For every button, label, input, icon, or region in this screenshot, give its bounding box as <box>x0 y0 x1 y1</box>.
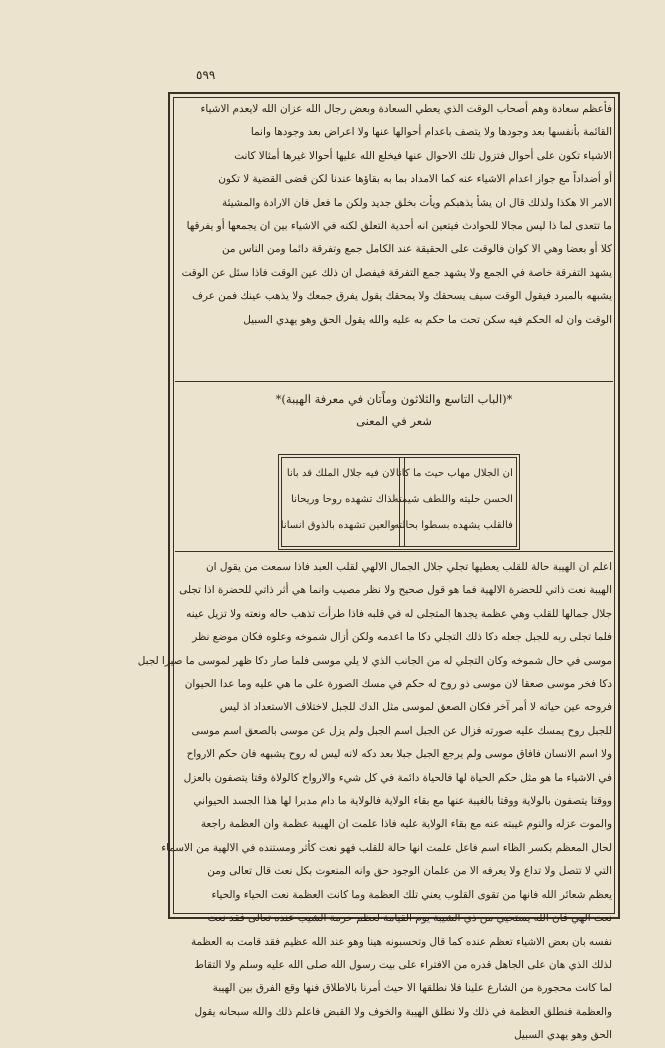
chapter-heading <box>176 388 612 432</box>
section-divider <box>175 551 613 552</box>
text-line: في الاشياء ما هو مثل حكم الحياة لها فالحياة دائمة في كل شيء والارواح كالولاة وقتا يتصفون بالعزل <box>183 771 612 784</box>
poem-left-column <box>280 461 396 539</box>
text-line: لحال المعظم بكسر الظاء اسم فاعل علمت انها حالة للقلب فهو نعت كأثر ومستنده في الالهية من الاسماء <box>161 841 612 854</box>
text-line: فلما تجلى ربه للجبل جعله دكا ذلك التجلي دكا ما اعدمه ولكن أزال شموخه وعلوه فكان موضع نظر <box>192 631 612 644</box>
poem-box <box>278 454 520 550</box>
text-line: الاشياء تكون على أحوال فتزول تلك الاحوال عنها فيخلع الله عليها أحوالا غيرها أمثالا كانت <box>234 149 612 162</box>
text-line: لذلك الذي هان على الجاهل قدره من الافتراء على بيت رسول الله صلى الله عليه وسلم ولا التقاط <box>194 958 612 971</box>
poem-caption: شعر في المعنى <box>356 414 432 428</box>
bottom-text-block <box>137 556 612 1042</box>
text-line: نفسه بان بعض الاشياء تعظم عنده كما قال وتحسبونه هينا وهو عند الله عظيم فقد قامت به العظمة <box>190 935 612 948</box>
text-line: والموت عزله والنوم غيبته عنه مع بقاء الولاية عليه فاذا علمت ان الهيبة عظمة وان العظمة راجعة <box>200 818 612 831</box>
text-line: فالقلب يشهده بسطوا بحالته <box>393 520 513 531</box>
text-line: ما تتعدى لما ذا ليس مجالا للحوادث فيتعين انه أحدية التعلق لكنه في الاشياء بين ان يجمعها أو يفرقها <box>186 220 612 233</box>
text-line: والعظمة فنطلق العظمة في ذلك ولا نطلق الهيبة والخوف ولا القبض فاعلم ذلك والله سبحانه يقول <box>194 1005 612 1018</box>
text-line: دكا فخر موسى صعقا لان موسى ذو روح له حكم في مسك الصورة على ما هي عليه وما عدا الحيوان <box>184 678 612 691</box>
text-line: الحسن حليته واللطف شيمته <box>393 494 513 505</box>
text-line: يعظم شعائر الله فانها من تقوى القلوب يعني تلك العظمة وما كانت العظمة نعت الحياء والحياء <box>211 888 612 901</box>
text-line: أو أضداداً مع جواز اعدام الاشياء عنه كما الامداد بما به بقاؤها عندنا لكن قضى القضية لا تكون <box>218 173 612 186</box>
text-line: لذاك تشهده روحا وريحانا <box>291 494 396 505</box>
text-line: الهيبة نعت ذاتي للحضرة الالهية فما هو قول صحيح ولا نظر مصيب وانما هي أثر ذاتي للحضرة اذا تجلى <box>179 584 612 597</box>
poem-right-column <box>393 461 513 539</box>
text-line: موسى في حال شموخه وكان التجلي له من الجانب الذي لا يلي موسى فلما صار دكا ظهر لموسى ما صيرا لجبل <box>137 654 612 667</box>
text-line: لما كانت محجورة من الشارع علينا فلا نطلقها الا حيث أمرنا بالاطلاق فنها وقع الفرق بين الهيبة <box>212 982 612 995</box>
text-line: الامر الا هكذا ولذلك قال ان يشأ يذهبكم ويأت بخلق جديد ولكن ما فعل فان الارادة والمشيئة <box>222 196 612 209</box>
text-line: اعلم ان الهيبة حالة للقلب يعطيها تجلي جلال الجمال الالهي لقلب العبد فاذا سمعت من يقول ان <box>206 561 612 573</box>
page-number: ٥٩٩ <box>196 68 216 82</box>
text-line: للجبل روح يمسك عليه صورته فزال عن الجبل اسم الجبل ولم يزل عن موسى بالصعق اسم موسى <box>191 724 612 737</box>
text-line: الوقت وان له الحكم فيه سكن تحت ما حكم به عليه والله يقول الحق وهو يهدي السبيل <box>243 313 612 326</box>
text-line: يشبهه بالمبرد فيقول الوقت سيف يسحقك ولا يمحقك يقول يفرق جمعك ولا يذهب عينك فمن عرف <box>192 290 612 303</box>
text-line: فروحه عين حياته لا أمر آخر فكان الصعق لموسى مثل الدك للجبل لاختلاف الاستعداد اذ ليس <box>219 701 612 714</box>
text-line: جلال جمالها للقلب وهي عظمة يجدها المتجلى له في قلبه فاذا طرأت تذهب حاله ونعته ولا تزيل عينه <box>186 607 612 620</box>
text-line: فأعظم سعادة وهم أصحاب الوقت الذي يعطي السعادة وبعض رجال الله عزان الله لايعدم الاشياء <box>200 103 612 115</box>
section-divider <box>175 381 613 382</box>
text-line: والعين تشهده بالذوق انسانا <box>280 520 396 531</box>
text-line: لان فيه جلال الملك قد بانا <box>286 468 396 479</box>
top-text-block <box>176 98 612 378</box>
text-line: نعت الهي فان الله يستحيي من ذي الشيبة يوم القيامة لعظم حرمة الشيب عنده تعالى فقد نعت <box>207 912 612 925</box>
text-line: كلا أو بعضا وهي الا كوان فالوقت على الحقيقة عند الكامل جمع وتفرقة دائما ومن الناس من <box>221 243 612 256</box>
chapter-title: *(الباب التاسع والثلاثون وماًتان في معرفة الهيبة)* <box>275 392 513 406</box>
text-line: ولا اسم الانسان فافاق موسى ولم يرجع الجبل جبلا بعد دكه لانه ليس له روح يشبهه فان حكم الارواح <box>186 748 612 761</box>
text-line: يشهد التفرقة خاصة في الجمع ولا يشهد جمع التفرقة فيفصل ان ذلك عين الوقت فاذا سئل عن الوقت <box>181 266 612 279</box>
text-line: الحق وهو يهدي السبيل <box>514 1029 612 1042</box>
text-line: ووقتا يتصفون بالولاية ووقتا بالغيبة عنها مع بقاء الولاية فالولاية ما دام مدبرا لها هذا الجسد الحيواني <box>193 795 612 808</box>
page-frame <box>137 92 620 1042</box>
text-line: التي لا تتصل ولا تداع ولا يعرفه الا من علمان الوجود حق وانه المنعوت بكل نعت قال تعالى ومن <box>207 865 612 878</box>
text-line: ان الجلال مهاب حيث ما كانا <box>395 468 513 479</box>
poem-divider <box>399 458 405 546</box>
text-line: القائمة بأنفسها بعد وجودها ولا يتصف باعدام أحوالها عنها ولا اعراض بعد وجودها وانما <box>250 126 612 139</box>
